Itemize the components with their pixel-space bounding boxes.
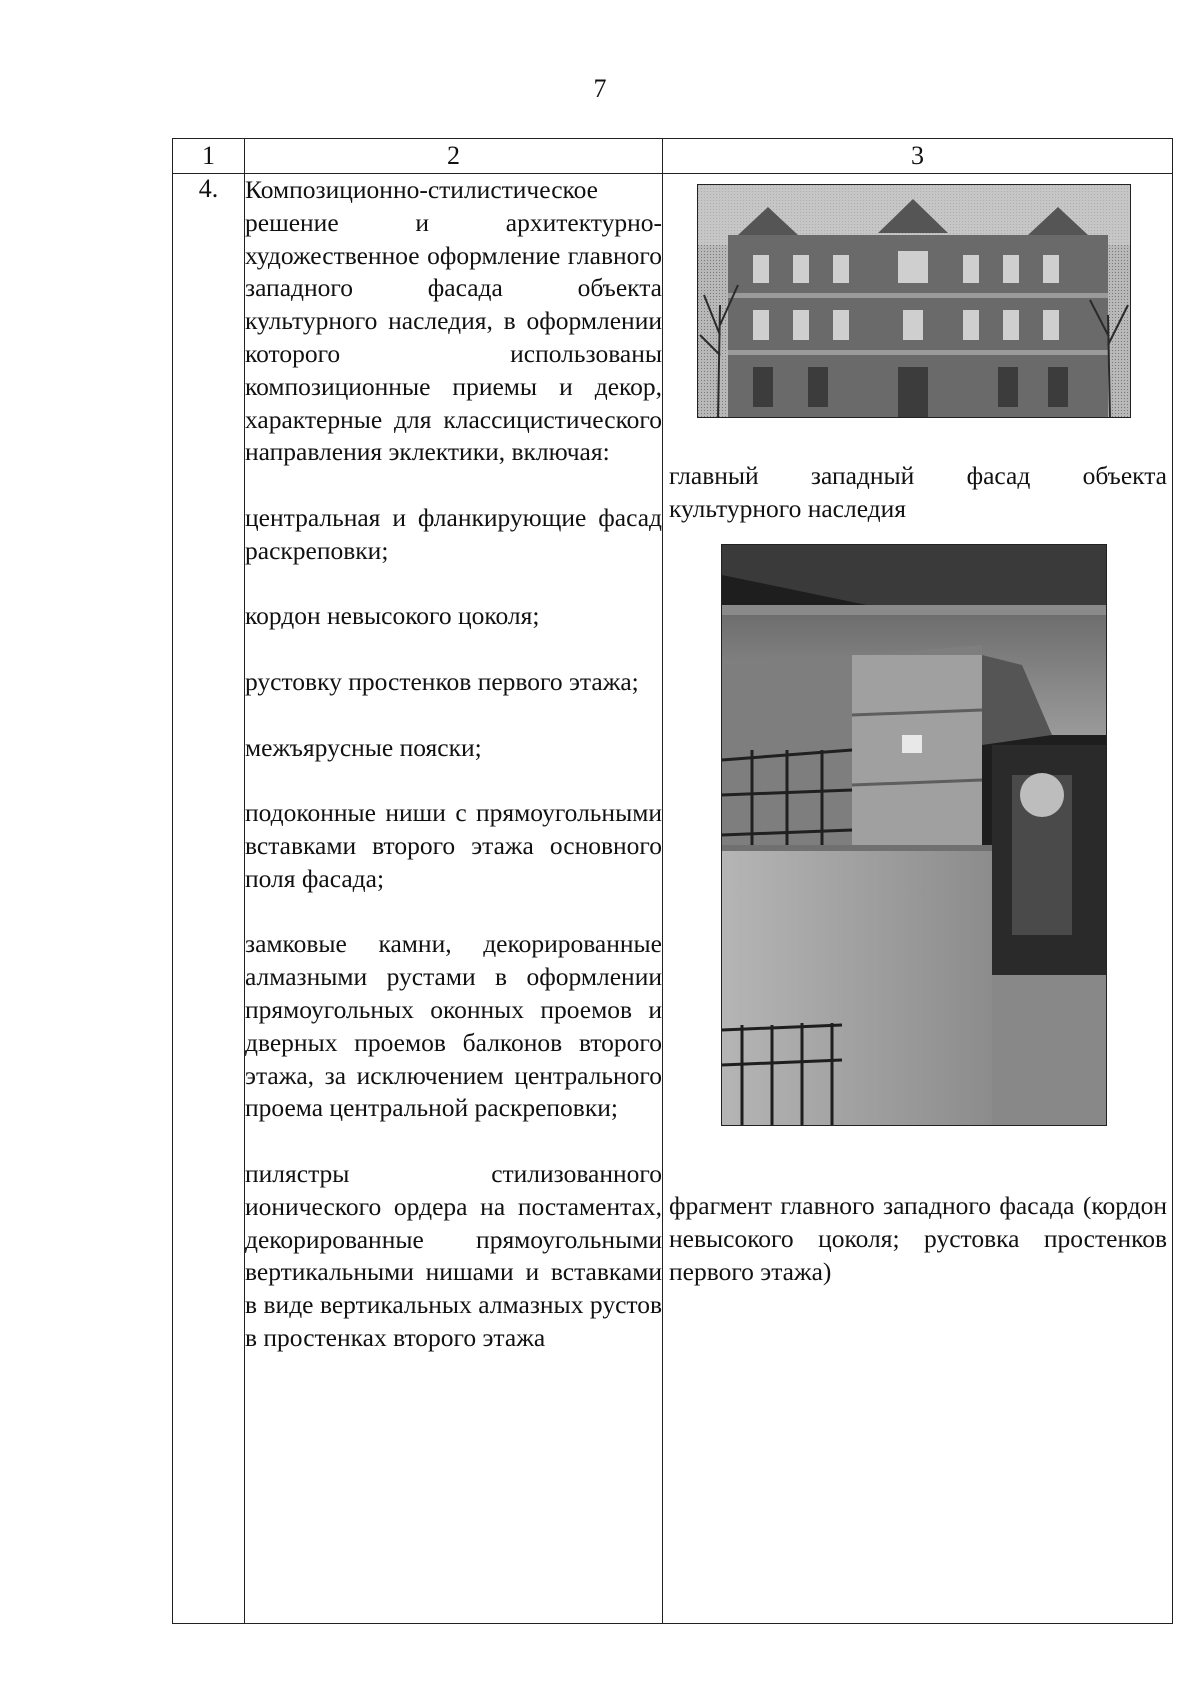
description-intro: Композиционно-стилистическое решение и архитектурно-художественное оформление главного западного фасада объекта культурного наследия, в оформлении которого использованы композиционные приемы и декор, характерные для классицистического направления эклектики, включая: bbox=[245, 175, 662, 467]
fragment-photo-caption: фрагмент главного западного фасада (кордон невысокого цоколя; рустовка простенков первого этажа) bbox=[669, 1191, 1167, 1286]
table-row bbox=[173, 174, 1173, 1624]
facade-fragment-photo bbox=[721, 544, 1107, 1126]
illustration-cell bbox=[663, 174, 1173, 1624]
heritage-table bbox=[172, 138, 1173, 1624]
list-item: кордон невысокого цоколя; bbox=[245, 601, 540, 631]
header-col-1: 1 bbox=[173, 139, 245, 174]
list-item: межъярусные пояски; bbox=[245, 732, 482, 762]
list-item: замковые камни, декорированные алмазными рустами в оформлении прямоугольных оконных проемов и дверных проемов балконов второго этажа, за исключением центрального проема центральной раскреповки; bbox=[245, 929, 662, 1123]
list-item: центральная и фланкирующие фасад раскреповки; bbox=[245, 502, 662, 565]
list-item: подоконные ниши с прямоугольными вставками второго этажа основного поля фасада; bbox=[245, 798, 662, 893]
facade-photo-caption: главный западный фасад объекта культурного наследия bbox=[669, 461, 1167, 523]
row-number: 4. bbox=[173, 174, 245, 1624]
header-col-3: 3 bbox=[663, 139, 1173, 174]
page-number: 7 bbox=[593, 74, 607, 103]
list-item: пилястры стилизованного ионического ордера на постаментах, декорированные прямоугольными вертикальными нишами и вставками в виде вертикальных алмазных рустов в простенках второго этажа bbox=[245, 1158, 662, 1352]
header-col-2: 2 bbox=[245, 139, 663, 174]
table-header-row bbox=[173, 139, 1173, 174]
description-cell bbox=[245, 174, 663, 1624]
list-item: рустовку простенков первого этажа; bbox=[245, 666, 639, 696]
facade-photo bbox=[697, 184, 1131, 418]
